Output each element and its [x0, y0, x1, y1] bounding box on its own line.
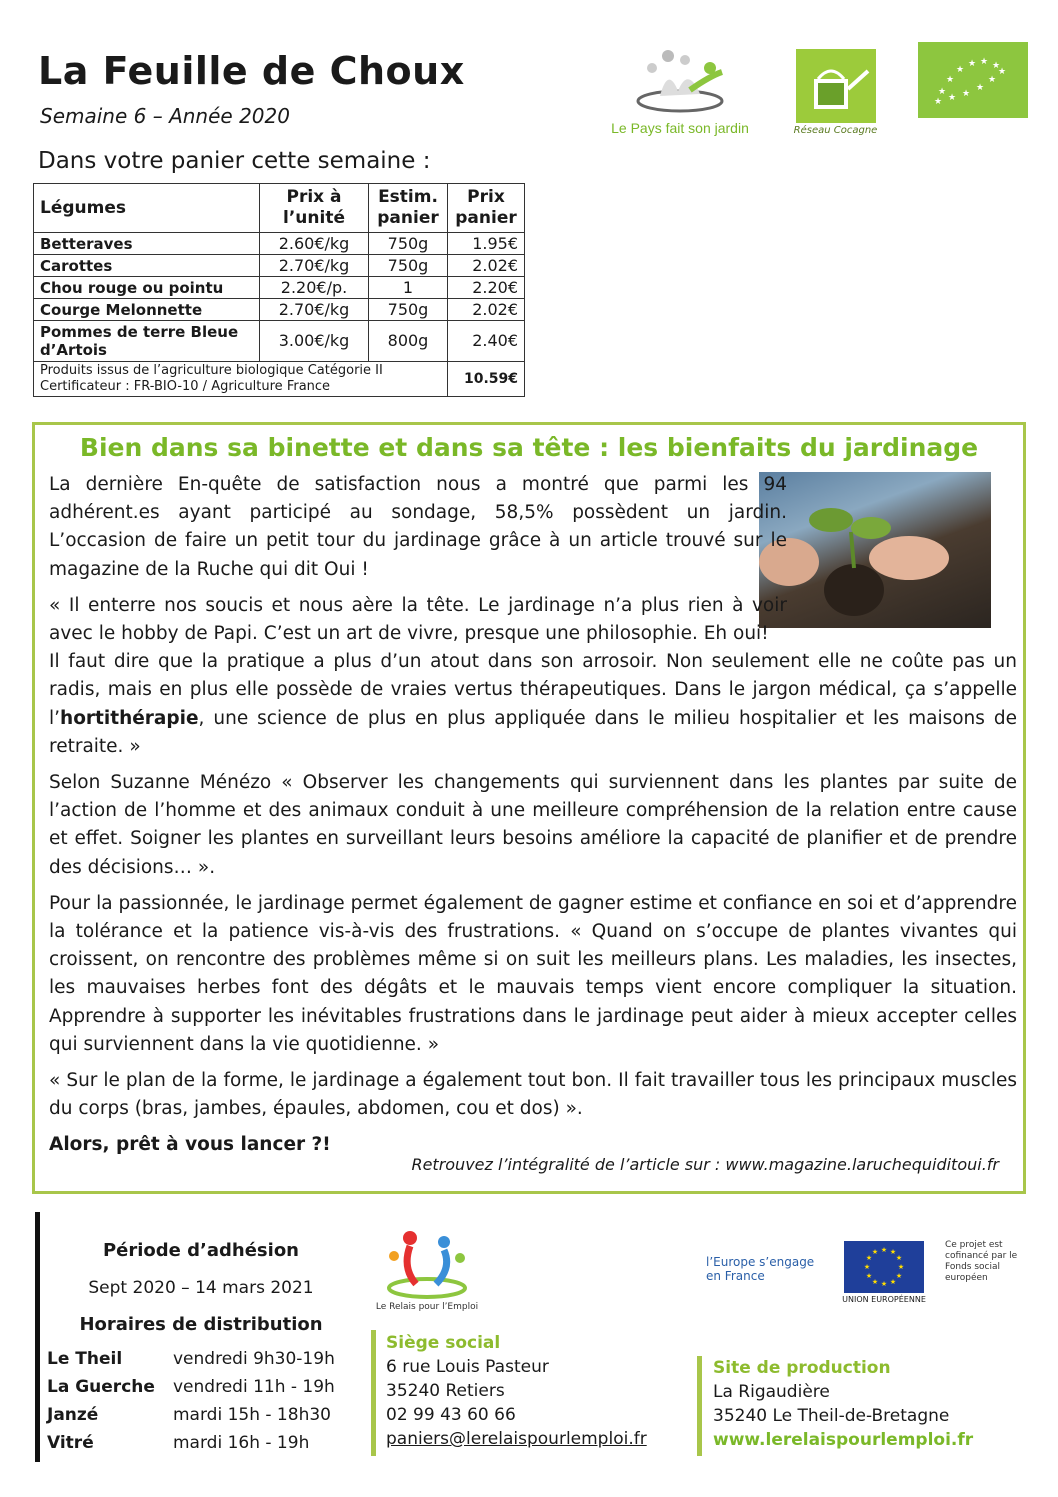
article-paragraph: « Sur le plan de la forme, le jardinage a également tout bon. Il fait travailler tous les principaux muscles du corps (bras, jambes, épaules, abdomen, cou et dos) ».	[49, 1070, 1017, 1120]
hours: vendredi 11h - 19h	[173, 1377, 335, 1397]
svg-text:★: ★	[889, 1247, 897, 1256]
unit-price: 2.20€/p.	[260, 277, 369, 299]
schedule-row	[47, 1405, 335, 1433]
basket-price-table	[33, 183, 525, 397]
hours: mardi 15h - 18h30	[173, 1405, 331, 1425]
svg-text:★: ★	[938, 87, 947, 97]
eu-caption: UNION EUROPÉENNE	[842, 1294, 926, 1304]
siege-divider	[371, 1330, 376, 1456]
quote-text-end: , une science de plus en plus appliquée dans le milieu hospitalier et les maisons de retraite. »	[49, 707, 1017, 757]
pays-jardin-caption: Le Pays fait son jardin	[611, 120, 749, 136]
article-source: Retrouvez l’intégralité de l’article sur : www.magazine.laruchequiditoui.fr	[411, 1155, 999, 1174]
article-box	[32, 422, 1026, 1194]
svg-text:★: ★	[880, 1245, 888, 1254]
svg-text:★: ★	[897, 1262, 905, 1271]
siege-social-block	[386, 1331, 647, 1451]
reseau-cocagne-logo	[788, 42, 883, 142]
issue-subtitle: Semaine 6 – Année 2020	[40, 104, 290, 128]
basket-price: 2.02€	[448, 255, 525, 277]
vegetable-name: Courge Melonnette	[34, 299, 260, 321]
vegetable-name: Pommes de terre Bleue d’Artois	[34, 321, 260, 362]
certification-line-1: Produits issus de l’agriculture biologique Catégorie II	[40, 363, 383, 378]
article-paragraph: Pour la passionnée, le jardinage permet également de gagner estime et confiance en soi et d’apprendre la tolérance et la patience vis-à-vis des frustrations. « Quand on s’occupe de plantes vivantes qui croissent, on rencontre des problèmes même si on suit les meilleurs plans. Les maladies, les insectes, les mauvaises herbes font des dégâts et le mauvais temps vient encore compliquer la situation. Apprendre à supporter les inévitables frustrations dans le jardinage peut aider à mieux accepter celles qui surviennent dans la vie quotidienne. »	[49, 892, 1017, 1055]
production-divider	[697, 1356, 702, 1456]
svg-text:★: ★	[880, 1279, 888, 1288]
unit-price: 2.60€/kg	[260, 233, 369, 255]
production-site-block	[713, 1356, 973, 1452]
certification-line-2: Certificateur : FR-BIO-10 / Agriculture France	[40, 379, 331, 394]
svg-text:★: ★	[889, 1277, 897, 1286]
siege-email-link[interactable]: paniers@lerelaispourlemploi.fr	[386, 1429, 647, 1449]
svg-text:★: ★	[992, 61, 1001, 71]
vegetable-name: Carottes	[34, 255, 260, 277]
estimate: 750g	[369, 255, 448, 277]
reseau-cocagne-caption: Réseau Cocagne	[793, 124, 878, 136]
svg-text:★: ★	[863, 1262, 871, 1271]
hours: mardi 16h - 19h	[173, 1433, 310, 1453]
distribution-schedule	[47, 1349, 335, 1461]
siege-phone: 02 99 43 60 66	[386, 1405, 516, 1425]
svg-text:★: ★	[962, 89, 971, 99]
town: La Guerche	[47, 1377, 155, 1397]
estimate: 800g	[369, 321, 448, 362]
svg-text:★: ★	[998, 67, 1007, 77]
town: Janzé	[47, 1405, 99, 1425]
eu-flag-logo	[842, 1240, 926, 1304]
adhesion-period: Sept 2020 – 14 mars 2021	[88, 1278, 314, 1298]
newsletter-title: La Feuille de Choux	[38, 49, 465, 93]
basket-total: 10.59€	[448, 362, 525, 397]
production-city: 35240 Le Theil-de-Bretagne	[713, 1406, 950, 1426]
pays-jardin-icon	[630, 46, 730, 116]
production-place: La Rigaudière	[713, 1382, 830, 1402]
basket-heading: Dans votre panier cette semaine :	[38, 148, 431, 174]
article-paragraph: Selon Suzanne Ménézo « Observer les changements qui surviennent dans les plantes par suite de l’action de l’homme et des animaux conduit à une meilleure compréhension de la relation entre cause et effet. Soigner les plantes en surveillant leurs besoins améliore la capacité de planifier et de prendre des décisions… ».	[49, 772, 1017, 878]
header-legumes: Légumes	[34, 184, 260, 233]
production-title: Site de production	[713, 1358, 891, 1378]
unit-price: 3.00€/kg	[260, 321, 369, 362]
article-paragraph: La dernière En-quête de satisfaction nous a montré que parmi les 94 adhérent.es ayant participé au sondage, 58,5% possèdent un jardin. L’occasion de faire un petit tour du jardinage grâce à un article trouvé sur le magazine de la Ruche qui dit Oui !	[49, 474, 787, 580]
eu-organic-leaf-logo	[918, 42, 1028, 118]
basket-price: 2.20€	[448, 277, 525, 299]
svg-text:★: ★	[895, 1271, 903, 1280]
svg-text:★: ★	[976, 83, 985, 93]
relais-people-icon	[382, 1228, 472, 1300]
header-unit-price: Prix à l’unité	[260, 184, 369, 233]
svg-text:★: ★	[871, 1247, 879, 1256]
svg-text:★: ★	[871, 1277, 879, 1286]
svg-text:★: ★	[934, 97, 943, 107]
svg-text:★: ★	[865, 1271, 873, 1280]
town: Le Theil	[47, 1349, 123, 1369]
header-estimate: Estim. panier	[369, 184, 448, 233]
article-body	[49, 471, 1017, 1168]
distribution-title: Horaires de distribution	[79, 1314, 323, 1335]
unit-price: 2.70€/kg	[260, 299, 369, 321]
vegetable-name: Chou rouge ou pointu	[34, 277, 260, 299]
svg-text:★: ★	[946, 75, 955, 85]
unit-price: 2.70€/kg	[260, 255, 369, 277]
table-row	[34, 233, 525, 255]
basket-price: 1.95€	[448, 233, 525, 255]
svg-text:★: ★	[948, 93, 957, 103]
adhesion-title: Période d’adhésion	[102, 1240, 299, 1261]
website-link[interactable]: www.lerelaispourlemploi.fr	[713, 1430, 974, 1450]
article-title: Bien dans sa binette et dans sa tête : les bienfaits du jardinage	[79, 433, 979, 462]
quote-intro: « Il enterre nos soucis et nous aère la tête. Le jardinage n’a plus rien à voir avec le hobby de Papi. C’est un art de vivre, presque une philosophie. Eh oui!	[49, 594, 787, 645]
header-basket-price: Prix panier	[448, 184, 525, 233]
schedule-row	[47, 1433, 335, 1461]
cofinancing-note: Ce projet est cofinancé par le Fonds social européen	[945, 1240, 1018, 1283]
article-paragraph	[49, 592, 1017, 761]
relais-emploi-logo	[372, 1220, 482, 1320]
hours: vendredi 9h30-19h	[173, 1349, 335, 1369]
pays-jardin-logo	[600, 36, 760, 146]
table-footer-row	[34, 362, 525, 397]
hortitherapie-term: hortithérapie	[60, 707, 199, 729]
europe-engage-caption: l’Europe s’engage en France	[706, 1255, 815, 1283]
table-row	[34, 255, 525, 277]
basket-price: 2.40€	[448, 321, 525, 362]
basket-price: 2.02€	[448, 299, 525, 321]
town: Vitré	[47, 1433, 94, 1453]
estimate: 750g	[369, 299, 448, 321]
star-leaf-icon	[928, 50, 1018, 110]
schedule-row	[47, 1349, 335, 1377]
table-row	[34, 277, 525, 299]
article-closing: Alors, prêt à vous lancer ?!	[49, 1134, 331, 1156]
estimate: 750g	[369, 233, 448, 255]
table-row	[34, 299, 525, 321]
vegetable-name: Betteraves	[34, 233, 260, 255]
svg-text:★: ★	[988, 75, 997, 85]
siege-city: 35240 Retiers	[386, 1381, 505, 1401]
table-row	[34, 321, 525, 362]
quote-text: Il faut dire que la pratique a plus d’un atout dans son arrosoir. Non seulement elle ne coûte pas un radis, mais en plus elle possède de vraies vertus thérapeutiques. Dans le jargon médical, ça s’appelle l’	[49, 651, 1017, 729]
eu-flag-icon	[844, 1241, 924, 1293]
svg-text:★: ★	[895, 1253, 903, 1262]
watering-can-icon	[796, 49, 876, 123]
svg-text:★: ★	[865, 1253, 873, 1262]
certification-note	[34, 362, 448, 397]
svg-text:★: ★	[956, 65, 965, 75]
estimate: 1	[369, 277, 448, 299]
siege-street: 6 rue Louis Pasteur	[386, 1357, 549, 1377]
siege-title: Siège social	[386, 1333, 501, 1353]
schedule-row	[47, 1377, 335, 1405]
svg-text:★: ★	[968, 59, 977, 69]
europe-engage-logo	[706, 1235, 822, 1303]
relais-caption: Le Relais pour l’Emploi	[375, 1302, 479, 1312]
svg-text:★: ★	[980, 57, 989, 67]
